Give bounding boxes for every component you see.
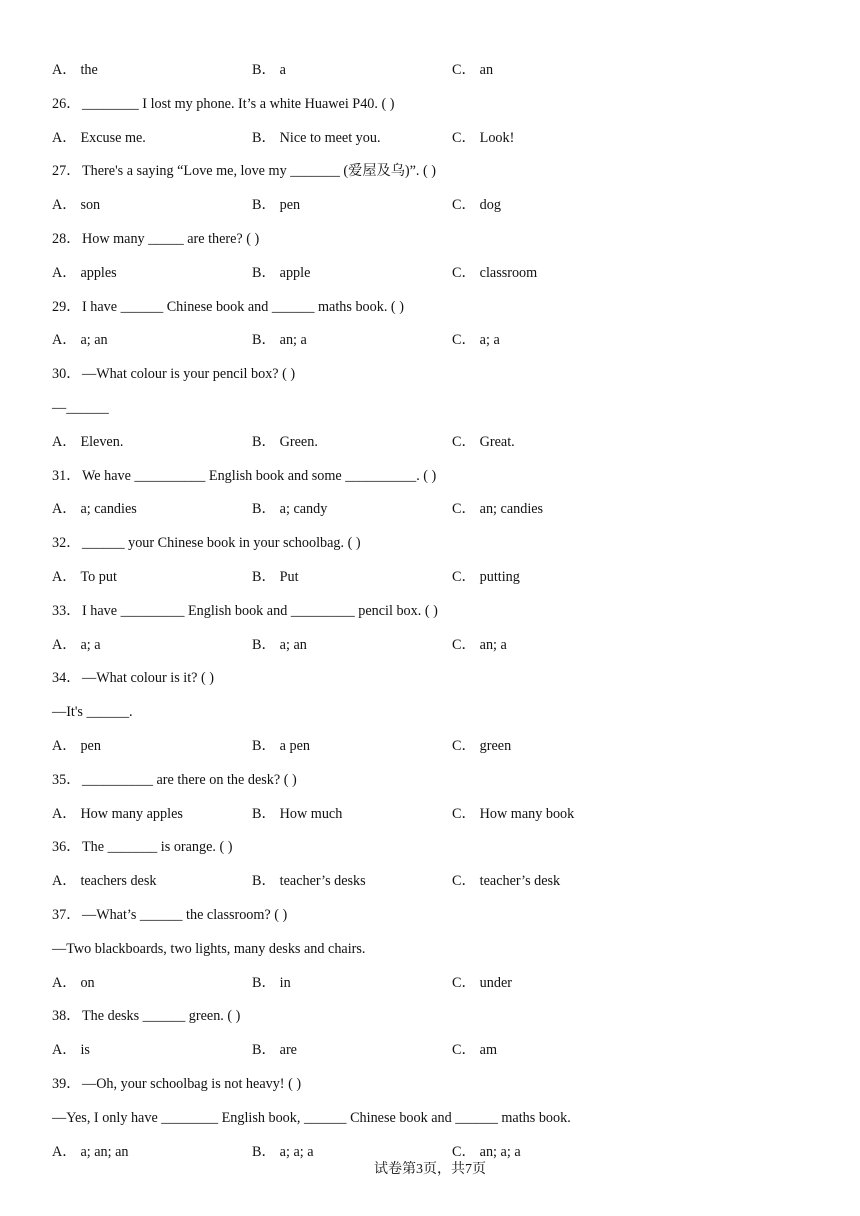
option-letter: A． (52, 129, 77, 146)
option-letter: B． (252, 501, 276, 518)
answer-option (252, 263, 310, 283)
option-text: putting (479, 569, 520, 585)
option-letter: C． (452, 433, 476, 450)
question (52, 297, 404, 317)
answer-option (52, 128, 146, 148)
answer-option (52, 567, 117, 587)
question-text: —What colour is your pencil box? ( ) (82, 366, 296, 383)
answer-option (252, 871, 366, 891)
option-text: pen (80, 738, 101, 754)
option-letter: B． (252, 264, 276, 281)
option-letter: A． (52, 62, 77, 78)
option-letter: C． (452, 569, 476, 585)
option-letter: C． (452, 1042, 476, 1059)
option-text: a; an; an (80, 1143, 129, 1160)
answer-option (452, 195, 501, 215)
dialogue-line: —It's ______. (52, 704, 133, 721)
option-text: How much (279, 805, 343, 822)
answer-option (452, 635, 507, 655)
option-letter: C． (452, 873, 476, 890)
question-number: 26． (52, 95, 81, 112)
question-number: 27． (52, 163, 81, 180)
option-text: in (279, 974, 291, 991)
option-letter: B． (252, 1143, 276, 1160)
question-text: —Oh, your schoolbag is not heavy! ( ) (82, 1076, 302, 1092)
question (52, 466, 436, 486)
answer-option (52, 635, 101, 655)
option-text: To put (80, 569, 117, 585)
option-text: Excuse me. (80, 129, 146, 146)
options-row (52, 499, 772, 519)
option-text: classroom (479, 264, 538, 281)
option-letter: A． (52, 501, 77, 518)
option-text: a; a (80, 636, 101, 653)
option-letter: C． (452, 62, 476, 78)
answer-option (52, 432, 123, 452)
option-text: a; a (479, 332, 500, 349)
question-text: ________ I lost my phone. It’s a white Huawei P40. ( ) (82, 95, 395, 112)
option-letter: C． (452, 974, 476, 991)
option-text: are (279, 1042, 297, 1059)
question-text: I have ______ Chinese book and ______ maths book. ( ) (82, 298, 404, 315)
question-number: 32． (52, 535, 81, 552)
option-letter: A． (52, 636, 77, 653)
answer-option (252, 804, 342, 824)
option-letter: A． (52, 873, 77, 890)
option-letter: B． (252, 62, 276, 78)
question (52, 94, 394, 114)
question (52, 770, 297, 790)
options-row (52, 1142, 772, 1162)
option-text: an (479, 62, 494, 78)
question-number: 29． (52, 298, 81, 315)
question (52, 364, 295, 384)
question-text: __________ are there on the desk? ( ) (82, 771, 297, 788)
answer-option (252, 973, 291, 993)
options-row (52, 736, 772, 756)
answer-option (52, 60, 98, 80)
answer-option (252, 195, 300, 215)
answer-option (452, 973, 512, 993)
answer-option (52, 973, 95, 993)
option-text: an; a (479, 636, 507, 653)
question-number: 35． (52, 771, 81, 788)
answer-option (452, 804, 574, 824)
question-text: I have _________ English book and _________ pencil box. ( ) (82, 602, 438, 619)
answer-option (52, 871, 156, 891)
option-text: dog (479, 197, 501, 214)
options-row (52, 871, 772, 891)
question-number: 34． (52, 670, 81, 687)
question-text: —What’s ______ the classroom? ( ) (82, 907, 288, 923)
question-number: 30． (52, 366, 81, 383)
dialogue-line: —______ (52, 400, 109, 416)
question-number: 39． (52, 1076, 81, 1092)
option-letter: A． (52, 332, 77, 349)
answer-option (252, 128, 381, 148)
options-row (52, 128, 772, 148)
options-row (52, 973, 772, 993)
option-letter: A． (52, 805, 77, 822)
option-text: am (479, 1042, 497, 1059)
question (52, 1006, 240, 1026)
option-letter: A． (52, 569, 77, 585)
question (52, 161, 436, 181)
option-letter: C． (452, 501, 476, 518)
question (52, 668, 214, 688)
question-number: 38． (52, 1008, 81, 1025)
options-row (52, 1040, 772, 1060)
option-letter: B． (252, 974, 276, 991)
option-letter: B． (252, 873, 276, 890)
option-text: Nice to meet you. (279, 129, 381, 146)
option-text: the (80, 62, 98, 78)
option-text: Look! (479, 129, 515, 146)
options-row (52, 330, 772, 350)
option-text: Put (279, 569, 299, 585)
option-letter: A． (52, 738, 77, 754)
option-letter: B． (252, 433, 276, 450)
options-row (52, 432, 772, 452)
option-letter: B． (252, 197, 276, 214)
option-letter: A． (52, 433, 77, 450)
option-letter: C． (452, 738, 476, 754)
question-text: —What colour is it? ( ) (82, 670, 214, 687)
option-text: pen (279, 197, 301, 214)
option-text: a; candy (279, 501, 328, 518)
question-text: There's a saying “Love me, love my _______ (爱屋及乌)”. ( ) (82, 163, 436, 180)
answer-option (52, 736, 101, 756)
option-letter: A． (52, 264, 77, 281)
option-text: Green. (279, 433, 318, 450)
option-text: on (80, 974, 95, 991)
question-text: The _______ is orange. ( ) (82, 839, 233, 856)
answer-option (252, 499, 327, 519)
option-text: Eleven. (80, 433, 124, 450)
answer-option (252, 1040, 297, 1060)
question-number: 36． (52, 839, 81, 856)
option-text: a; an (279, 636, 307, 653)
question-number: 37． (52, 907, 81, 923)
option-letter: C． (452, 264, 476, 281)
answer-option (252, 567, 299, 587)
dialogue-line: —Two blackboards, two lights, many desks and chairs. (52, 940, 366, 957)
option-text: teacher’s desks (279, 873, 366, 890)
option-text: teacher’s desk (479, 873, 561, 890)
answer-option (252, 330, 307, 350)
options-row (52, 567, 772, 587)
answer-option (452, 871, 560, 891)
answer-option (452, 499, 543, 519)
options-row (52, 195, 772, 215)
option-letter: B． (252, 636, 276, 653)
answer-option (452, 432, 515, 452)
question-text: The desks ______ green. ( ) (82, 1008, 241, 1025)
option-letter: A． (52, 1042, 77, 1059)
question (52, 601, 438, 621)
answer-option (252, 60, 286, 80)
question-number: 28． (52, 231, 81, 247)
answer-option (252, 736, 310, 756)
answer-option (52, 263, 117, 283)
question-text: How many _____ are there? ( ) (82, 231, 260, 247)
answer-option (252, 432, 318, 452)
answer-option (452, 330, 500, 350)
option-text: a; an (80, 332, 108, 349)
option-letter: B． (252, 332, 276, 349)
option-text: green (479, 738, 512, 754)
question (52, 905, 287, 925)
answer-option (52, 195, 100, 215)
option-letter: C． (452, 129, 476, 146)
option-letter: A． (52, 974, 77, 991)
option-letter: A． (52, 197, 77, 214)
options-row (52, 635, 772, 655)
question (52, 533, 361, 553)
answer-option (452, 128, 514, 148)
page-footer: 试卷第3页，共7页 (374, 1162, 486, 1177)
answer-option (252, 635, 307, 655)
option-letter: B． (252, 1042, 276, 1059)
option-text: a; candies (80, 501, 137, 518)
option-text: son (80, 197, 101, 214)
option-text: an; candies (479, 501, 544, 518)
option-letter: C． (452, 805, 476, 822)
option-letter: C． (452, 636, 476, 653)
answer-option (52, 1040, 90, 1060)
answer-option (452, 567, 520, 587)
option-letter: B． (252, 738, 276, 754)
option-text: under (479, 974, 512, 991)
answer-option (452, 1142, 521, 1162)
answer-option (452, 736, 511, 756)
options-row (52, 60, 772, 80)
option-text: an; a; a (479, 1143, 521, 1160)
option-letter: C． (452, 197, 476, 214)
answer-option (452, 1040, 497, 1060)
options-row (52, 263, 772, 283)
question-text: ______ your Chinese book in your schoolbag. ( ) (82, 535, 361, 552)
option-text: teachers desk (80, 873, 157, 890)
option-text: Great. (479, 433, 515, 450)
option-text: is (80, 1042, 90, 1059)
option-text: a (279, 62, 286, 78)
option-letter: A． (52, 1143, 77, 1160)
question (52, 837, 233, 857)
option-text: How many apples (80, 805, 183, 822)
question (52, 229, 259, 249)
answer-option (252, 1142, 314, 1162)
option-text: apple (279, 264, 311, 281)
option-letter: B． (252, 805, 276, 822)
answer-option (52, 330, 108, 350)
option-letter: C． (452, 1143, 476, 1160)
option-text: How many book (479, 805, 575, 822)
answer-option (52, 1142, 129, 1162)
option-letter: C． (452, 332, 476, 349)
answer-option (52, 804, 183, 824)
option-text: an; a (279, 332, 307, 349)
answer-option (452, 60, 493, 80)
question-number: 31． (52, 467, 81, 484)
option-text: apples (80, 264, 117, 281)
option-letter: B． (252, 129, 276, 146)
options-row (52, 804, 772, 824)
answer-option (452, 263, 537, 283)
question (52, 1074, 301, 1094)
dialogue-line: —Yes, I only have ________ English book, ______ Chinese book and ______ maths book. (52, 1109, 571, 1126)
question-number: 33． (52, 602, 81, 619)
answer-option (52, 499, 137, 519)
option-text: a; a; a (279, 1143, 314, 1160)
option-text: a pen (279, 738, 310, 754)
option-letter: B． (252, 569, 276, 585)
question-text: We have __________ English book and some __________. ( ) (82, 467, 437, 484)
